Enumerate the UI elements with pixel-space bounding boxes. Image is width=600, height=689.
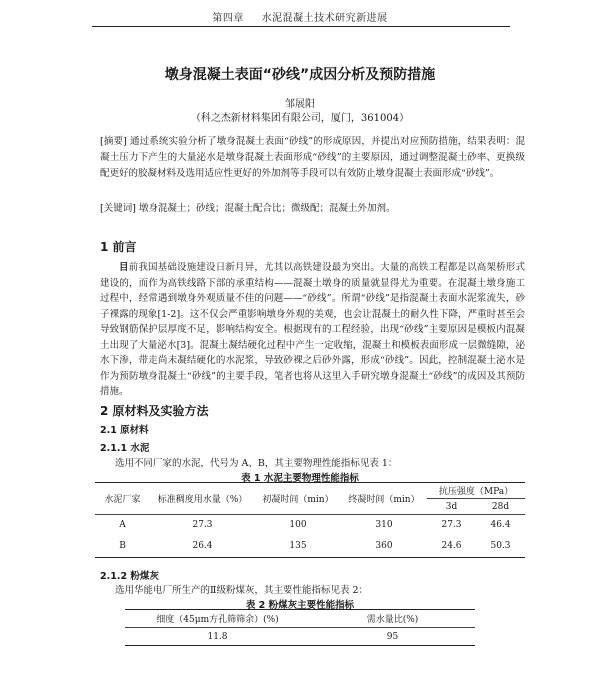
drop-lead-char: 目 [119, 262, 129, 273]
article-title: 墩身混凝土表面“砂线”成因分析及预防措施 [164, 67, 436, 83]
table-cell: 310 [341, 515, 427, 536]
section-2-heading: 2 原材料及实验方法 [100, 404, 209, 418]
table-cell: 360 [341, 535, 427, 558]
table-1-caption: 表 1 水泥主要物理性能指标 [241, 473, 359, 484]
subsection-2-1-2-heading: 2.1.2 粉煤灰 [100, 571, 159, 582]
table-cell: 46.4 [476, 515, 525, 536]
col-header-strength: 抗压强度（MPa） [427, 483, 525, 499]
flyash-intro: 选用华能电厂所生产的Ⅱ级粉煤灰，其主要性能指标见表 2： [115, 585, 369, 596]
table-cell: 50.3 [476, 535, 525, 558]
col-header-final: 终凝时间（min） [341, 483, 427, 515]
cement-intro: 选用不同厂家的水泥，代号为 A、B，其主要物理性能指标见表 1： [115, 458, 398, 469]
table-cell: 135 [255, 535, 341, 558]
subsection-2-1-heading: 2.1 原材料 [100, 425, 149, 436]
table-1-cement-properties [95, 482, 525, 558]
table-row [95, 535, 525, 558]
keywords-text: 墩身混凝土；砂线；混凝土配合比；微级配；混凝土外加剂。 [138, 203, 396, 214]
keywords [100, 201, 525, 217]
table-2-caption: 表 2 粉煤灰主要性能指标 [245, 600, 355, 611]
col-header-water: 标准稠度用水量（%） [150, 483, 255, 515]
table-cell: A [95, 515, 150, 536]
chapter-label: 第四章 [212, 13, 244, 24]
col-header-maker: 水泥厂家 [95, 483, 150, 515]
table-row [125, 628, 475, 646]
table-cell: 26.4 [150, 535, 255, 558]
table-2-flyash-properties [125, 609, 475, 646]
running-head [200, 9, 400, 24]
table-cell: 27.3 [150, 515, 255, 536]
col-header-28d: 28d [476, 499, 525, 515]
introduction-text: 前我国基础设施建设日新月异，尤其以高铁建设最为突出。大量的高铁工程都是以高架桥形式建设的，而作为高铁线路下部的承重结构——混凝土墩身的质量就显得尤为重要。在混凝土墩身施工过程中，经常遇到墩身外观质量不佳的问题——“砂线”。所谓“砂线”是指混凝土表面水泥浆流失，砂子裸露的现象[1-2]。这不仅会严重影响墩身外观的美观，也会让混凝土的耐久性下降，严重时甚至会导致钢筋保护层厚度不足，影响结构安全。根据现有的工程经验，出现“砂线”主要原因是模板内混凝土出现了大量泌水[3]。混凝土凝结硬化过程中产生一定收缩，混凝土和模板表面形成一层微缝隙，泌水下渗，带走尚未凝结硬化的水泥浆，导致砂裸之后砂外露，形成“砂线”。因此，控制混凝土泌水是作为预防墩身混凝土“砂线”的主要手段，笔者也将从这里入手研究墩身混凝土“砂线”的成因及其预防措施。 [100, 262, 525, 397]
author-name: 邹展阳 [285, 99, 315, 110]
col-header-fineness: 细度（45μm方孔筛筛余）(%) [125, 610, 310, 628]
subsection-2-1-1-heading: 2.1.1 水泥 [100, 443, 150, 454]
section-1-heading: 1 前言 [100, 240, 137, 254]
col-header-initial: 初凝时间（min） [255, 483, 341, 515]
table-2-header-row [125, 610, 475, 628]
table-cell: 100 [255, 515, 341, 536]
abstract-text: 通过系统实验分析了墩身混凝土表面“砂线”的形成原因，并提出对应预防措施，结果表明：混凝土压力下产生的大量泌水是墩身混凝土表面形成“砂线”的主要原因，通过调整混凝土砂率、更换级配更好的胶凝材料及选用适应性更好的外加剂等手段可以有效防止墩身混凝土表面形成“砂线”。 [100, 136, 525, 179]
abstract-label: [摘要] [100, 136, 127, 147]
table-cell: 95 [310, 628, 475, 646]
book-title: 水泥混凝土技术研究新进展 [261, 13, 388, 24]
header-rule [92, 26, 510, 27]
author-affiliation: （科之杰新材料集团有限公司，厦门，361004） [190, 113, 410, 124]
col-header-3d: 3d [427, 499, 476, 515]
col-header-water-ratio: 需水量比(%) [310, 610, 475, 628]
table-1-header-row [95, 483, 525, 499]
table-cell: B [95, 535, 150, 558]
keywords-label: [关键词] [100, 203, 136, 214]
table-row [95, 515, 525, 536]
abstract [100, 134, 525, 182]
table-cell: 24.6 [427, 535, 476, 558]
table-cell: 11.8 [125, 628, 310, 646]
introduction-paragraph [100, 260, 525, 400]
table-cell: 27.3 [427, 515, 476, 536]
